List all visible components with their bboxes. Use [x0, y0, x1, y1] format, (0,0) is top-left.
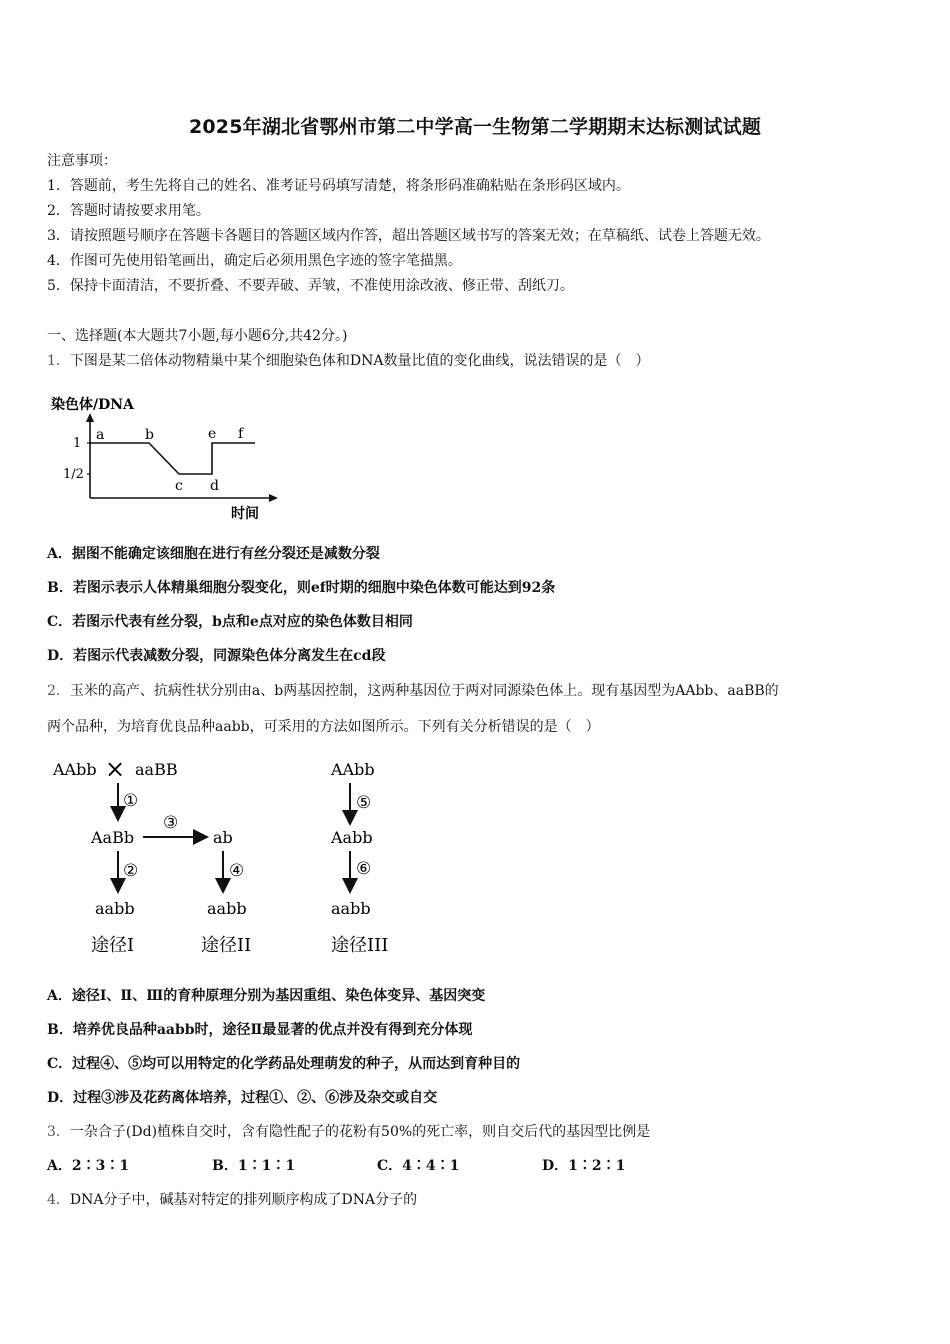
q2-f1: AaBb: [91, 828, 135, 847]
q2-result-2: aabb: [207, 899, 247, 918]
q2-route3-start: AAbb: [331, 760, 375, 779]
q1-ytick-half: 1/2: [63, 467, 84, 482]
q2-step-3: ③: [163, 813, 179, 833]
q1-option-c: C．若图示代表有丝分裂，b点和e点对应的染色体数目相同: [47, 614, 413, 630]
question-number: 1．: [47, 353, 70, 369]
question-1-stem: [47, 351, 650, 371]
q1-option-a: A．据图不能确定该细胞在进行有丝分裂还是减数分裂: [47, 546, 380, 562]
notice-item: 2．答题时请按要求用笔。: [47, 203, 210, 219]
q2-step-5: ⑤: [356, 793, 372, 813]
q1-point-b: b: [145, 427, 154, 443]
q1-point-e: e: [208, 426, 217, 442]
q2-cross-symbol: ×: [105, 755, 126, 783]
page-title: 2025年湖北省鄂州市第二中学高一生物第二学期期末达标测试试题: [188, 116, 762, 138]
q1-option-d: D．若图示代表减数分裂，同源染色体分离发生在cd段: [47, 648, 386, 664]
q1-ratio-chart: [45, 388, 285, 524]
q2-option-d: D．过程③涉及花药离体培养，过程①、②、⑥涉及杂交或自交: [47, 1090, 438, 1106]
q2-step-2: ②: [123, 861, 139, 881]
q3-option-b: B．1∶1∶1: [212, 1158, 296, 1174]
question-4-stem: [47, 1190, 417, 1210]
q3-option-c: C．4∶4∶1: [377, 1158, 460, 1174]
q2-route-label-3: 途径III: [331, 935, 389, 956]
q2-route-label-1: 途径I: [91, 935, 135, 956]
q2-parent-2: aaBB: [135, 760, 178, 779]
notice-heading: 注意事项：: [47, 153, 117, 169]
q2-option-c: C．过程④、⑤均可以用特定的化学药品处理萌发的种子，从而达到育种目的: [47, 1056, 521, 1072]
q2-haploid-ab: ab: [213, 828, 233, 847]
notice-item: 3．请按照题号顺序在答题卡各题目的答题区域内作答，超出答题区域书写的答案无效；在草稿纸、试卷上答题无效。: [47, 228, 770, 244]
question-number: 4．: [47, 1192, 70, 1208]
question-number: 2．: [47, 683, 70, 699]
q1-y-arrow: [86, 413, 94, 422]
q2-option-a: A．途径Ⅰ、Ⅱ、Ⅲ的育种原理分别为基因重组、染色体变异、基因突变: [47, 988, 486, 1004]
q2-step-4: ④: [229, 861, 245, 881]
q2-breeding-diagram: [45, 750, 425, 962]
q1-point-c: c: [175, 478, 183, 494]
q1-option-b: B．若图示表示人体精巢细胞分裂变化，则ef时期的细胞中染色体数可能达到92条: [47, 580, 556, 596]
q1-point-d: d: [210, 478, 219, 494]
question-text: 一杂合子(Dd)植株自交时，含有隐性配子的花粉有50%的死亡率，则自交后代的基因型比例是: [69, 1124, 651, 1140]
question-2-stem-line2: 两个品种，为培育优良品种aabb，可采用的方法如图所示。下列有关分析错误的是（ ）: [47, 719, 600, 735]
q1-point-a: a: [96, 427, 105, 443]
question-2-stem-line1: [47, 681, 779, 701]
q2-step-6: ⑥: [356, 859, 372, 879]
q2-result-1: aabb: [95, 899, 135, 918]
q1-curve: [90, 443, 255, 474]
q1-ytick-1: 1: [73, 436, 82, 451]
q2-parent-1: AAbb: [53, 760, 97, 779]
question-3-stem: [47, 1122, 650, 1142]
q2-step-1: ①: [123, 791, 139, 811]
q2-result-3: aabb: [331, 899, 371, 918]
q3-option-d: D．1∶2∶1: [542, 1158, 626, 1174]
question-number: 3．: [47, 1124, 70, 1140]
q2-route-label-2: 途径II: [201, 935, 252, 956]
q3-option-a: A．2∶3∶1: [47, 1158, 130, 1174]
q2-option-b: B．培养优良品种aabb时，途径Ⅱ最显著的优点并没有得到充分体现: [47, 1022, 473, 1038]
question-text: 玉米的高产、抗病性状分别由a、b两基因控制，这两种基因位于两对同源染色体上。现有基因型为AAbb、aaBB的: [69, 683, 779, 699]
notice-item: 4．作图可先使用铅笔画出，确定后必须用黑色字迹的签字笔描黑。: [47, 253, 462, 269]
q2-route3-mid: Aabb: [331, 828, 373, 847]
notice-item: 5．保持卡面清洁，不要折叠、不要弄破、弄皱，不准使用涂改液、修正带、刮纸刀。: [47, 278, 574, 294]
question-text: DNA分子中，碱基对特定的排列顺序构成了DNA分子的: [69, 1192, 418, 1208]
q1-x-arrow: [269, 494, 278, 502]
notice-item: 1．答题前，考生先将自己的姓名、准考证号码填写清楚，将条形码准确粘贴在条形码区域内。: [47, 178, 630, 194]
q1-point-f: f: [238, 426, 244, 442]
q1-ylabel: 染色体/DNA: [51, 397, 134, 413]
question-text: 下图是某二倍体动物精巢中某个细胞染色体和DNA数量比值的变化曲线，说法错误的是（ ）: [69, 353, 650, 369]
q1-xlabel: 时间: [231, 506, 259, 522]
section-heading: 一、选择题(本大题共7小题,每小题6分,共42分。): [47, 328, 348, 344]
